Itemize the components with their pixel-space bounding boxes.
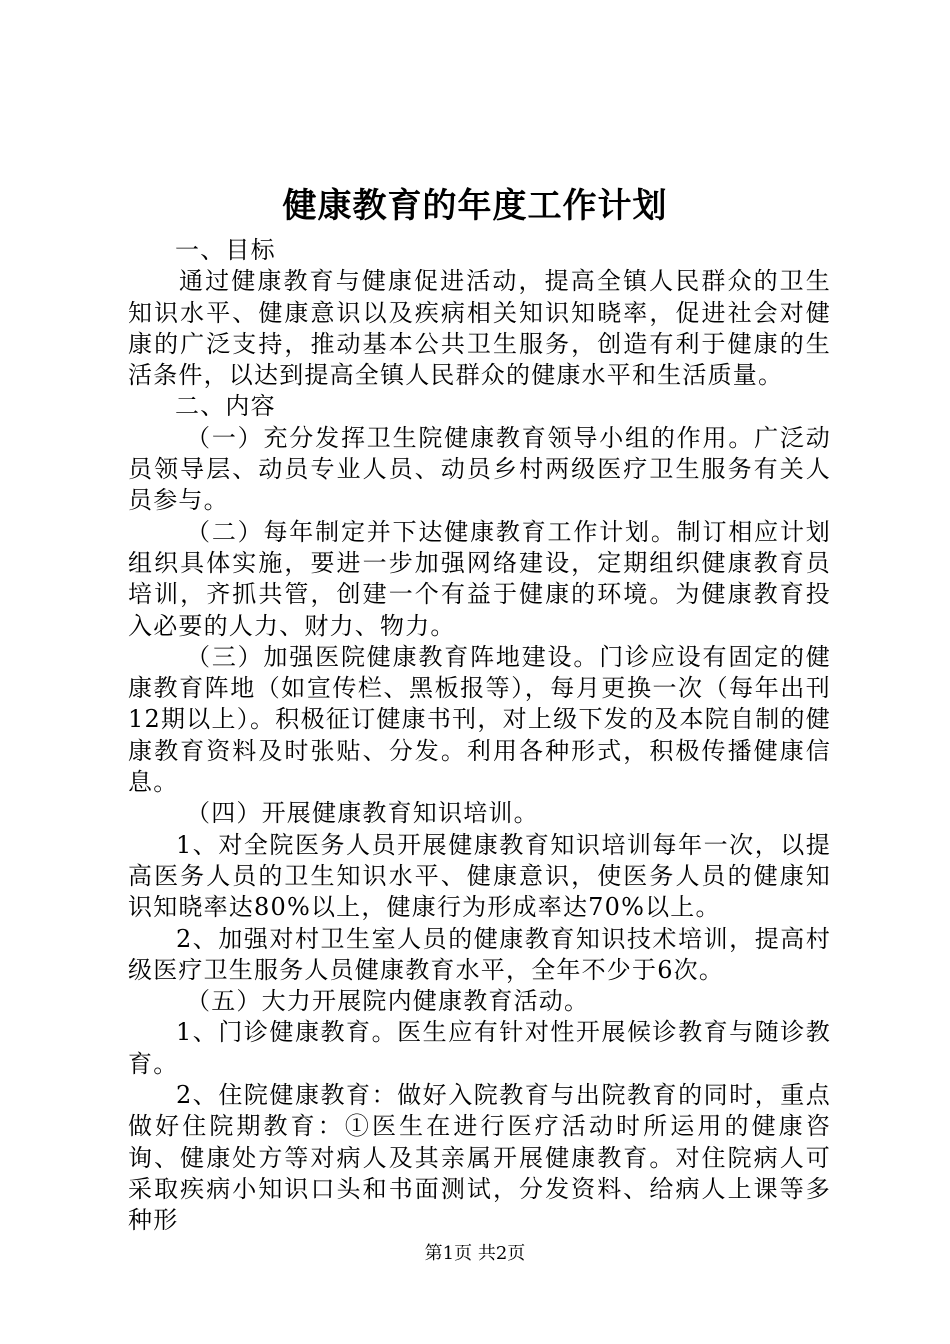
document-title: 健康教育的年度工作计划	[282, 186, 668, 226]
paragraph-item-4-1: 1、对全院医务人员开展健康教育知识培训每年一次，以提高医务人员的卫生知识水平、健康意识，使医务人员的健康知识知晓率达80%以上，健康行为形成率达70%以上。	[128, 830, 831, 922]
paragraph-item-5: （五）大力开展院内健康教育活动。	[186, 987, 590, 1016]
section-heading-content: 二、内容	[175, 392, 276, 421]
section-heading-goal: 一、目标	[175, 236, 276, 264]
page-footer: 第1页 共2页	[424, 1243, 526, 1264]
paragraph-item-5-1: 1、门诊健康教育。医生应有针对性开展候诊教育与随诊教育。	[128, 1018, 831, 1078]
paragraph-item-4: （四）开展健康教育知识培训。	[186, 799, 539, 828]
document-body	[128, 235, 831, 1237]
paragraph-item-5-2: 2、住院健康教育：做好入院教育与出院教育的同时，重点做好住院期教育：①医生在进行医疗活动时所运用的健康咨询、健康处方等对病人及其亲属开展健康教育。对住院病人可采取疾病小知识口头和书面测试，分发资料、给病人上课等多种形	[128, 1081, 831, 1235]
paragraph-goal: 通过健康教育与健康促进活动，提高全镇人民群众的卫生知识水平、健康意识以及疾病相关知识知晓率，促进社会对健康的广泛支持，推动基本公共卫生服务，创造有利于健康的生活条件，以达到提高全镇人民群众的健康水平和生活质量。	[128, 267, 831, 390]
paragraph-item-1: （一）充分发挥卫生院健康教育领导小组的作用。广泛动员领导层、动员专业人员、动员乡村两级医疗卫生服务有关人员参与。	[128, 423, 831, 515]
paragraph-item-4-2: 2、加强对村卫生室人员的健康教育知识技术培训，提高村级医疗卫生服务人员健康教育水平，全年不少于6次。	[128, 924, 831, 984]
paragraph-item-2: （二）每年制定并下达健康教育工作计划。制订相应计划组织具体实施，要进一步加强网络建设，定期组织健康教育员培训，齐抓共管，创建一个有益于健康的环境。为健康教育投入必要的人力、财力、物力。	[128, 517, 831, 640]
paragraph-item-3: （三）加强医院健康教育阵地建设。门诊应设有固定的健康教育阵地（如宣传栏、黑板报等），每月更换一次（每年出刊12期以上）。积极征订健康书刊，对上级下发的及本院自制的健康教育资料及时张贴、分发。利用各种形式，积极传播健康信息。	[128, 642, 831, 797]
